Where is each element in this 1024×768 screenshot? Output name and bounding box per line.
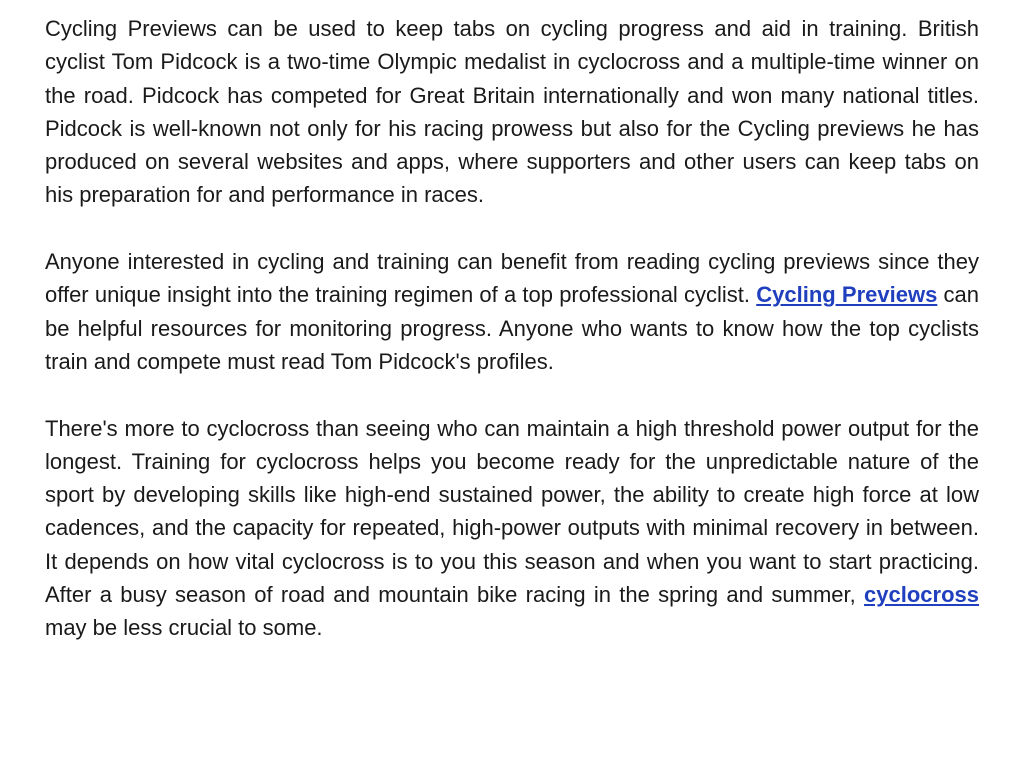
- paragraph-cyclocross-before: There's more to cyclocross than seeing who can maintain a high threshold power output for the longest. Training for cyclocross helps you become ready for the unpredictable nature of the sport by developing skills like high-end sustained power, the ability to create high force at low cadences, and the capacity for repeated, high-power outputs with minimal recovery in between. It depends on how vital cyclocross is to you this season and when you want to start practicing. After a busy season of road and mountain bike racing in the spring and summer,: [45, 415, 979, 608]
- paragraph-intro: [45, 12, 979, 212]
- paragraph-cyclocross-after: may be less crucial to some.: [45, 615, 323, 641]
- paragraph-benefits: [45, 245, 979, 378]
- cycling-previews-link[interactable]: Cycling Previews: [756, 282, 938, 308]
- paragraph-benefits-after: can be helpful resources for monitoring progress. Anyone who wants to know how the top cyclists train and compete must read Tom Pidcock's profiles.: [45, 282, 979, 374]
- paragraph-intro-text: Cycling Previews can be used to keep tabs on cycling progress and aid in training. British cyclist Tom Pidcock is a two-time Olympic medalist in cyclocross and a multiple-time winner on the road. Pidcock has competed for Great Britain internationally and won many national titles. Pidcock is well-known not only for his racing prowess but also for the Cycling previews he has produced on several websites and apps, where supporters and other users can keep tabs on his preparation for and performance in races.: [45, 16, 979, 208]
- document-body: [45, 12, 979, 645]
- paragraph-benefits-before: Anyone interested in cycling and training can benefit from reading cycling previews since they offer unique insight into the training regimen of a top professional cyclist.: [45, 249, 979, 308]
- paragraph-cyclocross: [45, 412, 979, 645]
- cyclocross-link[interactable]: cyclocross: [864, 582, 979, 608]
